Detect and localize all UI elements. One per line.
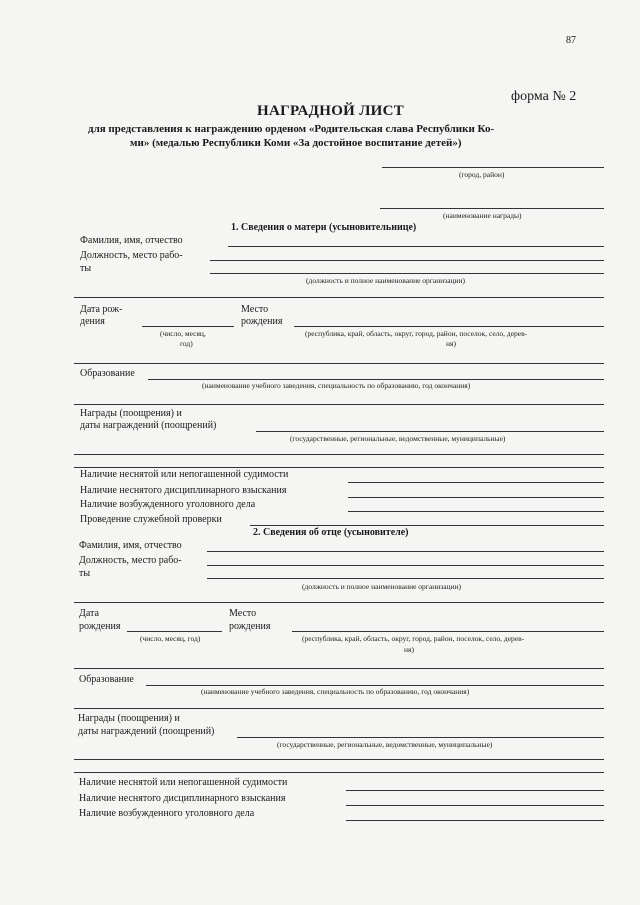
mother-birth-date-field[interactable] — [142, 326, 234, 327]
mother-section-heading: 1. Сведения о матери (усыновительнице) — [231, 222, 417, 233]
mother-position-field-1[interactable] — [210, 260, 604, 261]
mother-disciplinary-label: Наличие неснятого дисциплинарного взыскания — [80, 485, 287, 496]
subtitle-line-1: для представления к награждению орденом «Родительская слава Республики Ко- — [88, 123, 495, 135]
mother-inspection-field[interactable] — [250, 525, 604, 526]
city-hint: (город, район) — [459, 170, 505, 179]
father-awards-label-1: Награды (поощрения) и — [78, 713, 180, 724]
father-criminal-case-field[interactable] — [346, 820, 604, 821]
father-birth-place-field-2[interactable] — [74, 668, 604, 669]
subtitle-line-2: ми» (медалью Республики Коми «За достойное воспитание детей») — [130, 137, 462, 149]
father-position-label-2: ты — [79, 568, 91, 579]
father-birth-place-label-1: Место — [229, 608, 257, 619]
mother-birth-date-label-1: Дата рож- — [80, 304, 123, 315]
mother-full-name-label: Фамилия, имя, отчество — [80, 235, 183, 246]
mother-position-field-2[interactable] — [210, 273, 604, 274]
mother-disciplinary-field[interactable] — [348, 497, 604, 498]
mother-inspection-label: Проведение служебной проверки — [80, 514, 222, 525]
father-full-name-label: Фамилия, имя, отчество — [79, 540, 182, 551]
mother-awards-label-2: даты награждений (поощрений) — [80, 420, 217, 431]
mother-criminal-case-label: Наличие возбужденного уголовного дела — [80, 499, 256, 510]
father-birth-date-hint: (число, месяц, год) — [140, 634, 201, 643]
mother-education-field[interactable] — [148, 379, 604, 380]
father-birth-date-field[interactable] — [127, 631, 222, 632]
father-criminal-case-label: Наличие возбужденного уголовного дела — [79, 808, 255, 819]
mother-awards-field[interactable] — [256, 431, 604, 432]
father-disciplinary-label: Наличие неснятого дисциплинарного взыскания — [79, 793, 286, 804]
father-position-label-1: Должность, место рабо- — [79, 555, 182, 566]
father-disciplinary-field[interactable] — [346, 805, 604, 806]
mother-full-name-field[interactable] — [228, 246, 604, 247]
father-education-hint: (наименование учебного заведения, специальность по образованию, год окончания) — [201, 687, 470, 696]
father-education-field-2[interactable] — [74, 708, 604, 709]
page-number: 87 — [566, 35, 576, 46]
mother-position-label-2: ты — [80, 263, 92, 274]
father-birth-date-label-1: Дата — [79, 608, 99, 619]
mother-education-field-2[interactable] — [74, 404, 604, 405]
father-awards-field-2[interactable] — [74, 759, 604, 760]
father-conviction-field[interactable] — [346, 790, 604, 791]
award-name-hint: (наименование награды) — [443, 211, 522, 220]
mother-birth-place-hint-2: ня) — [446, 339, 456, 348]
father-position-field-3[interactable] — [74, 602, 604, 603]
father-awards-field[interactable] — [237, 737, 604, 738]
mother-awards-label-1: Награды (поощрения) и — [80, 408, 182, 419]
mother-birth-place-hint-1: (республика, край, область, округ, город, район, поселок, село, дерев- — [305, 329, 528, 338]
father-birth-date-label-2: рождения — [79, 621, 121, 632]
mother-education-hint: (наименование учебного заведения, специальность по образованию, год окончания) — [202, 381, 471, 390]
form-number: форма № 2 — [511, 89, 577, 104]
mother-birth-date-hint-2: год) — [180, 339, 193, 348]
award-name-field[interactable] — [380, 208, 604, 209]
father-awards-field-3[interactable] — [74, 772, 604, 773]
city-field[interactable] — [382, 167, 604, 168]
father-education-field[interactable] — [146, 685, 604, 686]
mother-birth-place-label-1: Место — [241, 304, 269, 315]
father-full-name-field[interactable] — [207, 551, 604, 552]
mother-position-label-1: Должность, место рабо- — [80, 250, 183, 261]
mother-position-hint: (должность и полное наименование организации) — [306, 276, 466, 285]
father-position-field-2[interactable] — [207, 578, 604, 579]
father-section-heading: 2. Сведения об отце (усыновителе) — [253, 527, 409, 538]
mother-education-label: Образование — [80, 368, 135, 379]
mother-conviction-label: Наличие неснятой или непогашенной судимости — [80, 469, 289, 480]
mother-conviction-field[interactable] — [348, 482, 604, 483]
father-birth-place-field[interactable] — [292, 631, 604, 632]
mother-awards-hint: (государственные, региональные, ведомственные, муниципальные) — [290, 434, 506, 443]
mother-position-field-3[interactable] — [74, 297, 604, 298]
mother-awards-field-2[interactable] — [74, 454, 604, 455]
father-birth-place-hint-2: ня) — [404, 645, 414, 654]
mother-criminal-case-field[interactable] — [348, 511, 604, 512]
mother-birth-place-label-2: рождения — [241, 316, 283, 327]
mother-birth-place-field[interactable] — [294, 326, 604, 327]
father-awards-label-2: даты награждений (поощрений) — [78, 726, 215, 737]
mother-awards-field-3[interactable] — [74, 467, 604, 468]
father-birth-place-label-2: рождения — [229, 621, 271, 632]
father-conviction-label: Наличие неснятой или непогашенной судимости — [79, 777, 288, 788]
form-title: НАГРАДНОЙ ЛИСТ — [257, 103, 405, 119]
father-position-field-1[interactable] — [207, 565, 604, 566]
father-awards-hint: (государственные, региональные, ведомственные, муниципальные) — [277, 740, 493, 749]
mother-birth-date-hint-1: (число, месяц, — [160, 329, 206, 338]
father-education-label: Образование — [79, 674, 134, 685]
father-position-hint: (должность и полное наименование организации) — [302, 582, 462, 591]
father-birth-place-hint-1: (республика, край, область, округ, город, район, поселок, село, дерев- — [302, 634, 525, 643]
mother-birth-place-field-2[interactable] — [74, 363, 604, 364]
mother-birth-date-label-2: дения — [80, 316, 105, 327]
